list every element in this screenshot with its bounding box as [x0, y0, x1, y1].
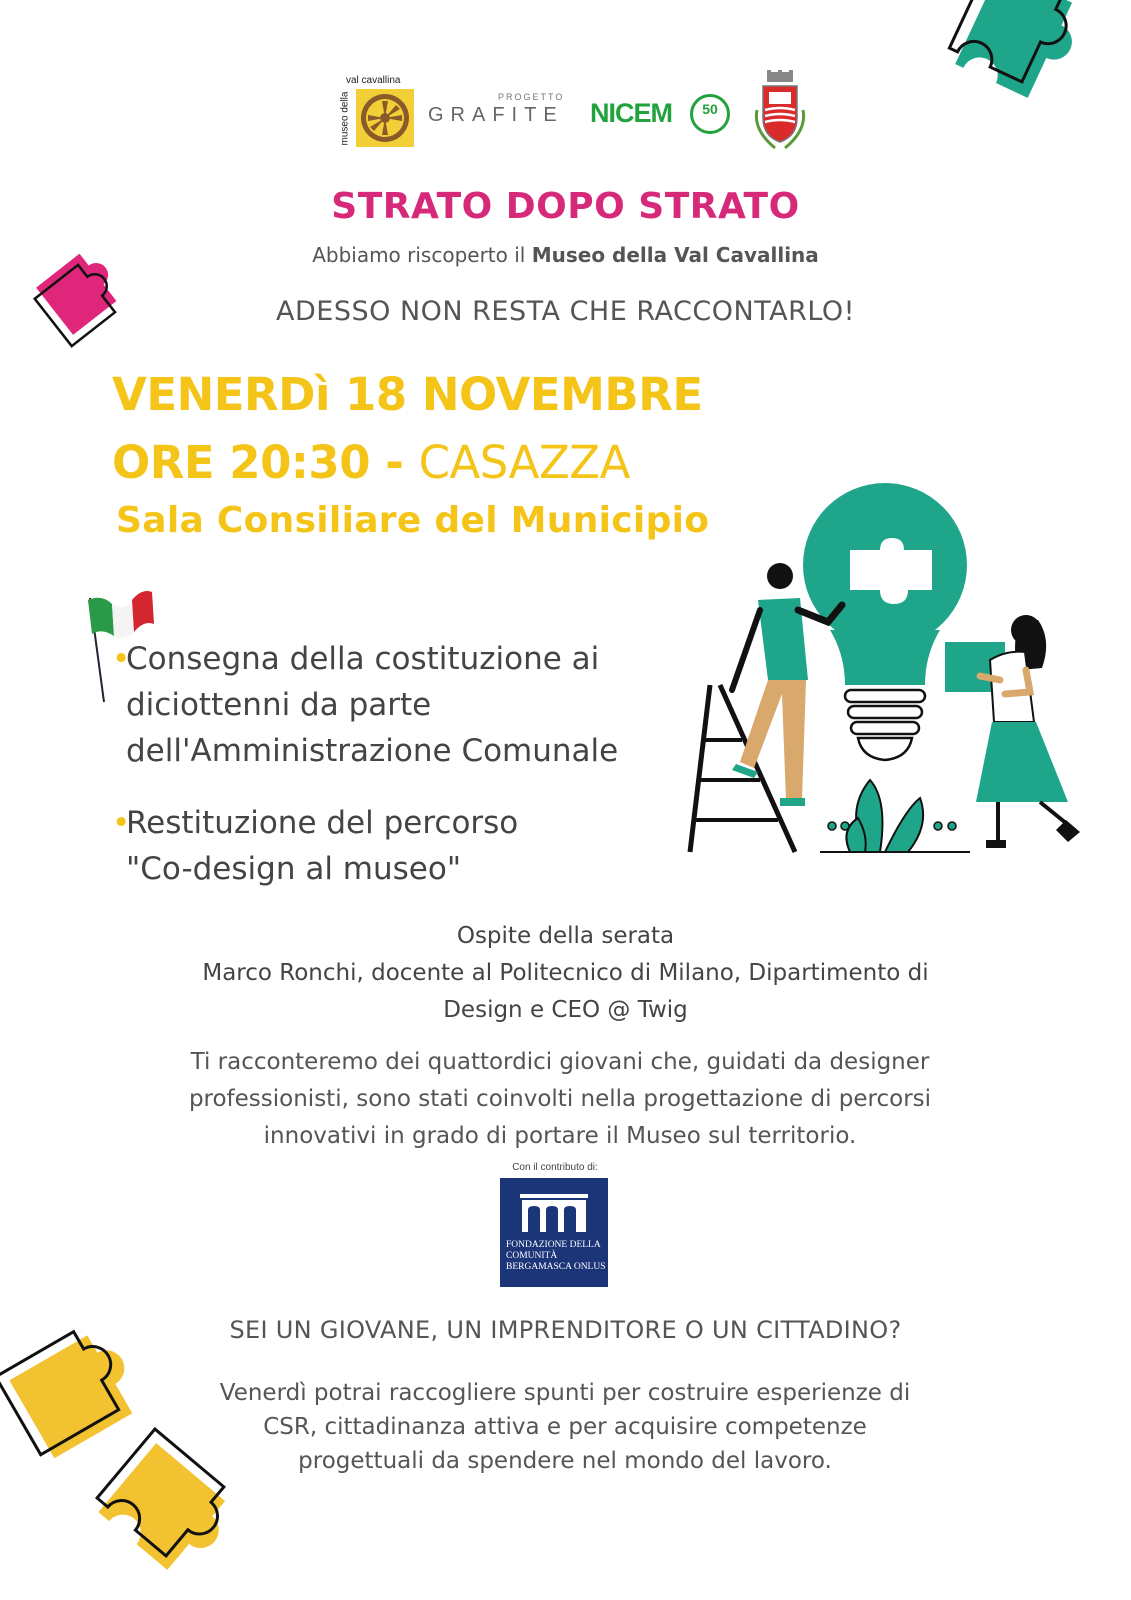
subtitle: [0, 243, 1131, 267]
bullet-dot: •: [112, 641, 131, 677]
audience-question: SEI UN GIOVANE, UN IMPRENDITORE O UN CITTADINO?: [229, 1316, 902, 1344]
guest-line: Design e CEO @ Twig: [443, 997, 688, 1023]
museo-logo-side-text: museo della: [339, 91, 351, 146]
subtitle-museum: Museo della Val Cavallina: [531, 243, 819, 267]
closing-line: Venerdì potrai raccogliere spunti per costruire esperienze di: [219, 1380, 911, 1406]
lightbulb-teamwork-illustration: [680, 480, 1100, 870]
event-place: CASAZZA: [418, 436, 630, 489]
bullet-line: dell'Amministrazione Comunale: [126, 733, 619, 769]
guest-heading: Ospite della serata: [456, 923, 675, 949]
closing-text: [160, 1376, 970, 1478]
bullet-line: diciottenni da parte: [126, 687, 432, 723]
nicem-badge-text: 50: [702, 101, 718, 117]
event-time: ORE 20:30 -: [112, 436, 419, 489]
bullet-line: Restituzione del percorso: [126, 805, 519, 841]
subtitle-prefix: Abbiamo riscoperto il: [312, 243, 532, 267]
sponsor-label: Con il contributo di:: [512, 1162, 598, 1173]
fondazione-logo: [500, 1178, 608, 1287]
list-item: [112, 800, 702, 892]
closing-line: progettuali da spendere nel mondo del lavoro.: [298, 1448, 832, 1474]
wheel-icon: [356, 89, 414, 147]
tagline: ADESSO NON RESTA CHE RACCONTARLO!: [276, 296, 855, 327]
bullet-line: Consegna della costituzione ai: [126, 641, 600, 677]
fondazione-line: BERGAMASCA ONLUS: [506, 1262, 606, 1272]
museo-logo-top-text: val cavallina: [346, 75, 401, 86]
nicem-anniversary-badge: [690, 94, 730, 134]
program-list: [112, 636, 702, 918]
closing-line: CSR, cittadinanza attiva e per acquisire competenze: [263, 1414, 867, 1440]
event-time-place: [112, 436, 630, 489]
museo-val-cavallina-logo: [340, 75, 415, 150]
fondazione-line: COMUNITÀ: [506, 1251, 558, 1261]
bullet-dot: •: [112, 805, 131, 841]
arches-icon: [520, 1194, 588, 1234]
fondazione-line: FONDAZIONE DELLA: [506, 1240, 601, 1250]
list-item: [112, 636, 702, 774]
description-line: Ti racconteremo dei quattordici giovani che, guidati da designer: [190, 1049, 930, 1075]
event-date: VENERDì 18 NOVEMBRE: [112, 368, 703, 421]
progetto-grafite-logo: [428, 92, 573, 132]
description-line: professionisti, sono stati coinvolti nella progettazione di percorsi: [188, 1086, 932, 1112]
bullet-line: "Co-design al museo": [126, 851, 462, 887]
guest-line: Marco Ronchi, docente al Politecnico di Milano, Dipartimento di: [202, 960, 929, 986]
fondazione-text: [506, 1240, 606, 1273]
page-title: STRATO DOPO STRATO: [331, 186, 800, 227]
description: [120, 1044, 1000, 1155]
description-line: innovativi in grado di portare il Museo sul territorio.: [263, 1123, 857, 1149]
nicem-logo: [590, 96, 740, 136]
grafite-small-text: PROGETTO: [498, 92, 565, 102]
nicem-text: NICEM: [590, 98, 672, 128]
puzzle-piece-teal-icon: [915, 0, 1131, 165]
coat-of-arms-icon: [745, 70, 815, 155]
event-venue: Sala Consiliare del Municipio: [116, 500, 710, 541]
guest-section: [0, 918, 1131, 1029]
grafite-big-text: GRAFITE: [428, 104, 564, 126]
partner-logos: [340, 70, 820, 155]
